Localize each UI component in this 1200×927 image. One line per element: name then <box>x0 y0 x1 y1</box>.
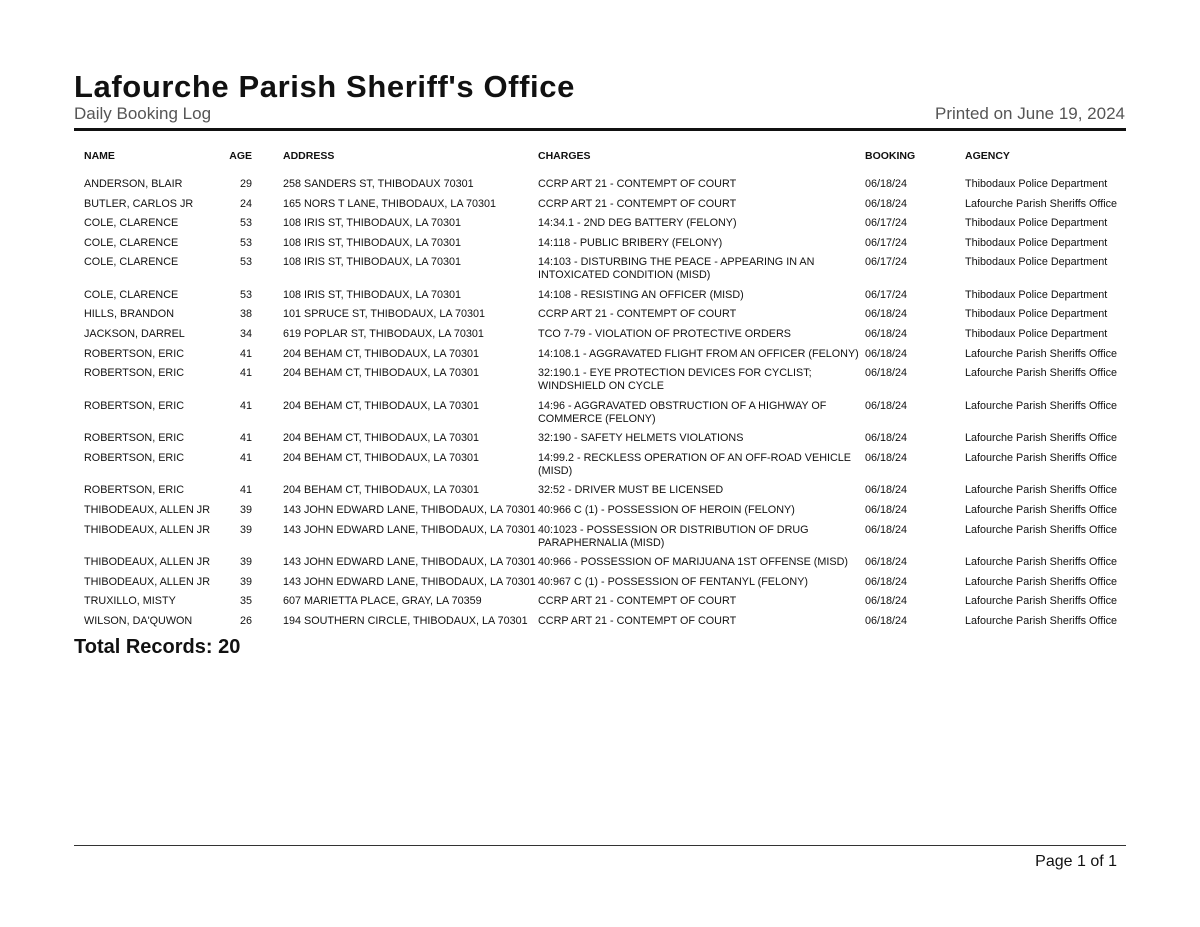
cell-age: 39 <box>239 575 252 588</box>
cell-agency: Lafourche Parish Sheriffs Office <box>965 451 1118 464</box>
cell-booking: 06/18/24 <box>865 308 908 321</box>
cell-age: 41 <box>239 432 252 445</box>
cell-agency: Thibodaux Police Department <box>965 236 1108 249</box>
cell-name: COLE, CLARENCE <box>84 217 179 230</box>
cell-booking: 06/18/24 <box>865 347 908 360</box>
cell-agency: Lafourche Parish Sheriffs Office <box>965 503 1118 516</box>
cell-agency: Lafourche Parish Sheriffs Office <box>965 432 1118 445</box>
cell-address: 108 IRIS ST, THIBODAUX, LA 70301 <box>283 236 462 249</box>
table-row <box>0 524 1200 557</box>
cell-agency: Thibodaux Police Department <box>965 178 1108 190</box>
report-subtitle: Daily Booking Log <box>74 104 212 123</box>
cell-charges: 14:103 - DISTURBING THE PEACE - APPEARING IN AN INTOXICATED CONDITION (MISD) <box>538 256 815 282</box>
cell-age: 34 <box>239 328 252 341</box>
cell-name: ANDERSON, BLAIR <box>84 178 183 190</box>
cell-charges: CCRP ART 21 - CONTEMPT OF COURT <box>538 308 737 321</box>
cell-name: ROBERTSON, ERIC <box>84 347 184 360</box>
cell-booking: 06/17/24 <box>865 217 908 230</box>
cell-agency: Thibodaux Police Department <box>965 217 1108 230</box>
cell-name: THIBODEAUX, ALLEN JR <box>84 556 210 569</box>
cell-charges: 14:99.2 - RECKLESS OPERATION OF AN OFF-ROAD VEHICLE (MISD) <box>538 451 851 477</box>
cell-charges: 40:1023 - POSSESSION OR DISTRIBUTION OF DRUG PARAPHERNALIA (MISD) <box>538 523 809 549</box>
cell-agency: Thibodaux Police Department <box>965 256 1108 269</box>
cell-booking: 06/18/24 <box>865 523 908 536</box>
cell-address: 143 JOHN EDWARD LANE, THIBODAUX, LA 70301 <box>283 575 536 588</box>
column-header-address: ADDRESS <box>283 150 335 162</box>
cell-name: COLE, CLARENCE <box>84 256 179 269</box>
cell-booking: 06/18/24 <box>865 575 908 588</box>
cell-address: 143 JOHN EDWARD LANE, THIBODAUX, LA 70301 <box>283 503 536 516</box>
cell-booking: 06/17/24 <box>865 236 908 249</box>
cell-name: COLE, CLARENCE <box>84 236 179 249</box>
cell-age: 41 <box>239 451 252 464</box>
table-row <box>0 289 1200 309</box>
cell-agency: Lafourche Parish Sheriffs Office <box>965 484 1118 497</box>
cell-address: 619 POPLAR ST, THIBODAUX, LA 70301 <box>283 328 484 341</box>
cell-charges: CCRP ART 21 - CONTEMPT OF COURT <box>538 595 737 608</box>
table-row <box>0 308 1200 328</box>
cell-charges: TCO 7-79 - VIOLATION OF PROTECTIVE ORDERS <box>538 328 791 341</box>
cell-charges: 40:966 - POSSESSION OF MARIJUANA 1ST OFFENSE (MISD) <box>538 556 848 569</box>
table-row <box>0 400 1200 433</box>
cell-agency: Lafourche Parish Sheriffs Office <box>965 595 1118 608</box>
cell-age: 53 <box>239 236 252 249</box>
cell-booking: 06/18/24 <box>865 595 908 608</box>
cell-age: 35 <box>239 595 252 608</box>
cell-age: 53 <box>239 256 252 269</box>
cell-address: 101 SPRUCE ST, THIBODAUX, LA 70301 <box>283 308 486 321</box>
cell-address: 108 IRIS ST, THIBODAUX, LA 70301 <box>283 217 462 230</box>
cell-charges: 14:118 - PUBLIC BRIBERY (FELONY) <box>538 236 723 249</box>
table-row <box>0 217 1200 237</box>
table-row <box>0 595 1200 615</box>
table-row <box>0 237 1200 257</box>
table-row <box>0 615 1200 635</box>
cell-age: 24 <box>239 197 252 210</box>
cell-booking: 06/18/24 <box>865 178 908 190</box>
cell-name: HILLS, BRANDON <box>84 308 174 321</box>
cell-agency: Thibodaux Police Department <box>965 288 1108 301</box>
cell-agency: Lafourche Parish Sheriffs Office <box>965 523 1118 536</box>
cell-booking: 06/18/24 <box>865 614 908 627</box>
cell-address: 108 IRIS ST, THIBODAUX, LA 70301 <box>283 288 462 301</box>
page-number: Page 1 of 1 <box>1035 853 1117 870</box>
cell-booking: 06/18/24 <box>865 399 908 412</box>
cell-name: ROBERTSON, ERIC <box>84 432 184 445</box>
column-header-charges: CHARGES <box>538 150 591 162</box>
cell-address: 258 SANDERS ST, THIBODAUX 70301 <box>283 178 474 190</box>
cell-name: ROBERTSON, ERIC <box>84 484 184 497</box>
cell-agency: Lafourche Parish Sheriffs Office <box>965 367 1118 380</box>
cell-booking: 06/18/24 <box>865 451 908 464</box>
cell-age: 41 <box>239 484 252 497</box>
cell-booking: 06/18/24 <box>865 197 908 210</box>
cell-name: ROBERTSON, ERIC <box>84 367 184 380</box>
table-row <box>0 504 1200 524</box>
total-records: Total Records: 20 <box>74 636 241 658</box>
cell-booking: 06/18/24 <box>865 367 908 380</box>
cell-agency: Lafourche Parish Sheriffs Office <box>965 614 1118 627</box>
cell-agency: Lafourche Parish Sheriffs Office <box>965 197 1118 210</box>
cell-charges: 14:108 - RESISTING AN OFFICER (MISD) <box>538 288 744 301</box>
cell-agency: Lafourche Parish Sheriffs Office <box>965 575 1118 588</box>
column-header-booking: BOOKING <box>865 150 916 162</box>
cell-age: 53 <box>239 288 252 301</box>
cell-name: BUTLER, CARLOS JR <box>84 197 194 210</box>
cell-address: 204 BEHAM CT, THIBODAUX, LA 70301 <box>283 399 480 412</box>
table-row <box>0 576 1200 596</box>
table-row <box>0 256 1200 289</box>
cell-agency: Lafourche Parish Sheriffs Office <box>965 556 1118 569</box>
cell-name: THIBODEAUX, ALLEN JR <box>84 503 210 516</box>
table-row <box>0 348 1200 368</box>
cell-booking: 06/17/24 <box>865 288 908 301</box>
cell-booking: 06/18/24 <box>865 484 908 497</box>
cell-charges: 40:966 C (1) - POSSESSION OF HEROIN (FELONY) <box>538 503 795 516</box>
cell-charges: 14:34.1 - 2ND DEG BATTERY (FELONY) <box>538 217 737 230</box>
cell-name: ROBERTSON, ERIC <box>84 399 184 412</box>
cell-charges: CCRP ART 21 - CONTEMPT OF COURT <box>538 614 737 627</box>
cell-name: THIBODEAUX, ALLEN JR <box>84 523 210 536</box>
cell-booking: 06/18/24 <box>865 556 908 569</box>
cell-age: 41 <box>239 367 252 380</box>
table-row <box>0 198 1200 218</box>
cell-agency: Lafourche Parish Sheriffs Office <box>965 399 1118 412</box>
cell-agency: Thibodaux Police Department <box>965 308 1108 321</box>
cell-address: 204 BEHAM CT, THIBODAUX, LA 70301 <box>283 432 480 445</box>
cell-address: 607 MARIETTA PLACE, GRAY, LA 70359 <box>283 595 482 608</box>
cell-charges: CCRP ART 21 - CONTEMPT OF COURT <box>538 178 737 190</box>
cell-age: 38 <box>239 308 252 321</box>
table-row <box>0 432 1200 452</box>
cell-address: 143 JOHN EDWARD LANE, THIBODAUX, LA 70301 <box>283 523 536 536</box>
table-row <box>0 328 1200 348</box>
cell-address: 204 BEHAM CT, THIBODAUX, LA 70301 <box>283 451 480 464</box>
cell-booking: 06/18/24 <box>865 328 908 341</box>
cell-charges: 40:967 C (1) - POSSESSION OF FENTANYL (FELONY) <box>538 575 808 588</box>
cell-charges: 32:190.1 - EYE PROTECTION DEVICES FOR CYCLIST; WINDSHIELD ON CYCLE <box>538 367 812 393</box>
cell-name: COLE, CLARENCE <box>84 288 179 301</box>
cell-age: 39 <box>239 523 252 536</box>
cell-charges: 14:108.1 - AGGRAVATED FLIGHT FROM AN OFFICER (FELONY) <box>538 347 859 360</box>
cell-address: 165 NORS T LANE, THIBODAUX, LA 70301 <box>283 197 497 210</box>
cell-booking: 06/17/24 <box>865 256 908 269</box>
footer-divider <box>74 845 1126 846</box>
cell-age: 53 <box>239 217 252 230</box>
cell-name: ROBERTSON, ERIC <box>84 451 184 464</box>
table-row <box>0 556 1200 576</box>
cell-charges: 32:190 - SAFETY HELMETS VIOLATIONS <box>538 432 744 445</box>
table-row <box>0 178 1200 198</box>
cell-agency: Lafourche Parish Sheriffs Office <box>965 347 1118 360</box>
table-row <box>0 367 1200 400</box>
cell-booking: 06/18/24 <box>865 503 908 516</box>
cell-age: 39 <box>239 556 252 569</box>
page-title: Lafourche Parish Sheriff's Office <box>74 69 575 104</box>
cell-charges: CCRP ART 21 - CONTEMPT OF COURT <box>538 197 737 210</box>
cell-age: 39 <box>239 503 252 516</box>
cell-address: 204 BEHAM CT, THIBODAUX, LA 70301 <box>283 367 480 380</box>
booking-table <box>0 178 1200 634</box>
cell-address: 108 IRIS ST, THIBODAUX, LA 70301 <box>283 256 462 269</box>
cell-name: TRUXILLO, MISTY <box>84 595 176 608</box>
table-row <box>0 452 1200 485</box>
cell-address: 194 SOUTHERN CIRCLE, THIBODAUX, LA 70301 <box>283 614 528 627</box>
cell-address: 204 BEHAM CT, THIBODAUX, LA 70301 <box>283 347 480 360</box>
cell-name: JACKSON, DARREL <box>84 328 185 341</box>
table-header <box>0 150 1200 164</box>
cell-age: 41 <box>239 347 252 360</box>
cell-address: 143 JOHN EDWARD LANE, THIBODAUX, LA 70301 <box>283 556 536 569</box>
column-header-name: NAME <box>84 150 115 162</box>
table-row <box>0 484 1200 504</box>
cell-address: 204 BEHAM CT, THIBODAUX, LA 70301 <box>283 484 480 497</box>
column-header-agency: AGENCY <box>965 150 1010 162</box>
header-divider <box>74 128 1126 131</box>
cell-charges: 32:52 - DRIVER MUST BE LICENSED <box>538 484 724 497</box>
printed-date: Printed on June 19, 2024 <box>935 104 1125 123</box>
cell-age: 29 <box>239 178 252 190</box>
cell-name: THIBODEAUX, ALLEN JR <box>84 575 210 588</box>
cell-age: 26 <box>239 614 252 627</box>
cell-name: WILSON, DA'QUWON <box>84 614 193 627</box>
cell-age: 41 <box>239 399 252 412</box>
cell-charges: 14:96 - AGGRAVATED OBSTRUCTION OF A HIGHWAY OF COMMERCE (FELONY) <box>538 399 827 425</box>
cell-booking: 06/18/24 <box>865 432 908 445</box>
column-header-age: AGE <box>229 150 252 162</box>
cell-agency: Thibodaux Police Department <box>965 328 1108 341</box>
